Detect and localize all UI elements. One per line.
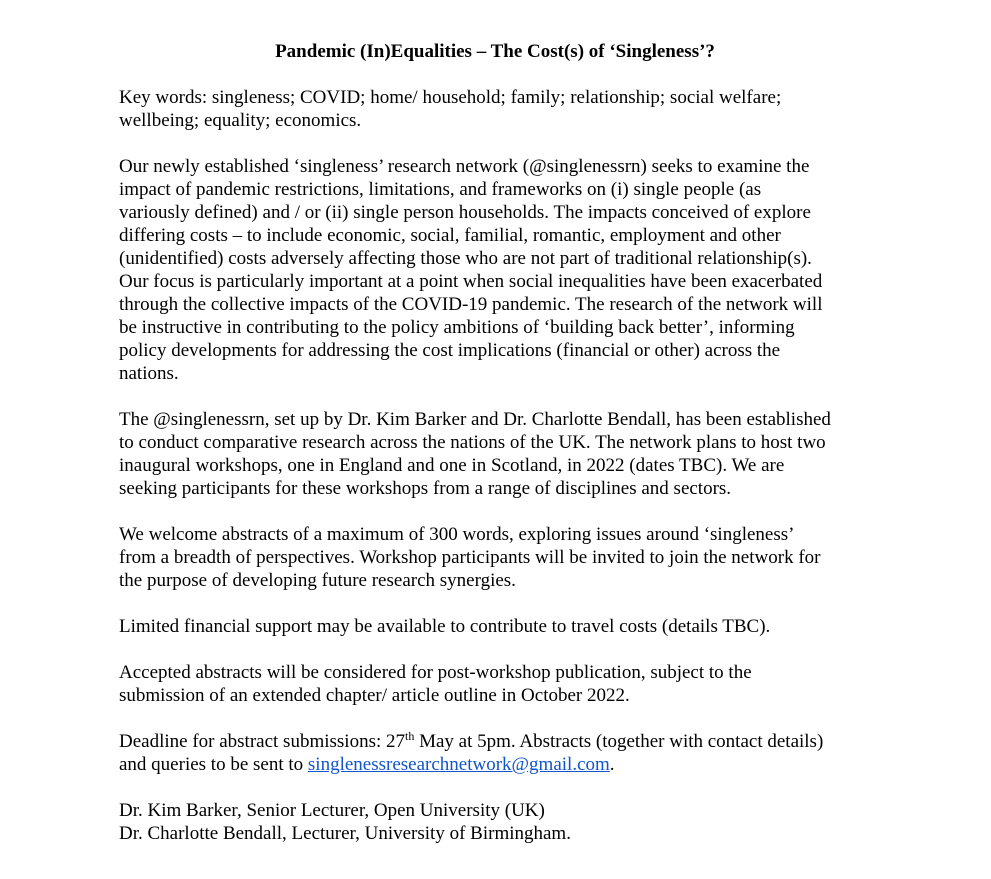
deadline-text: Deadline for abstract submissions: 27 bbox=[119, 731, 406, 752]
publication-line: submission of an extended chapter/ article outline in October 2022. bbox=[119, 685, 630, 706]
network-line: inaugural workshops, one in England and one in Scotland, in 2022 (dates TBC). We are bbox=[119, 455, 785, 476]
financial-support-paragraph bbox=[119, 615, 879, 638]
intro-line: impact of pandemic restrictions, limitations, and frameworks on (i) single people (as bbox=[119, 179, 762, 200]
email-link[interactable]: singlenessresearchnetwork@gmail.com bbox=[307, 754, 610, 775]
signature-block bbox=[119, 799, 879, 845]
intro-line: differing costs – to include economic, social, familial, romantic, employment and other bbox=[119, 225, 781, 246]
abstracts-line: the purpose of developing future research synergies. bbox=[119, 570, 516, 591]
keywords-paragraph bbox=[119, 86, 879, 132]
deadline-text-continued: May at 5pm. Abstracts (together with contact details) bbox=[414, 731, 824, 752]
intro-line: policy developments for addressing the cost implications (financial or other) across the bbox=[119, 340, 781, 361]
publication-line: Accepted abstracts will be considered for post-workshop publication, subject to the bbox=[119, 662, 752, 683]
financial-support-line: Limited financial support may be available to contribute to travel costs (details TBC). bbox=[119, 616, 771, 637]
publication-paragraph bbox=[119, 661, 879, 707]
network-paragraph bbox=[119, 408, 879, 500]
intro-line: be instructive in contributing to the policy ambitions of ‘building back better’, informing bbox=[119, 317, 795, 338]
document-page bbox=[119, 40, 879, 868]
intro-line: through the collective impacts of the COVID-19 pandemic. The research of the network will bbox=[119, 294, 823, 315]
deadline-line bbox=[119, 730, 879, 753]
abstracts-line: We welcome abstracts of a maximum of 300 words, exploring issues around ‘singleness’ bbox=[119, 524, 795, 545]
keywords-line: wellbeing; equality; economics. bbox=[119, 110, 362, 131]
document-title: Pandemic (In)Equalities – The Cost(s) of ‘Singleness’? bbox=[275, 41, 715, 62]
abstracts-line: from a breadth of perspectives. Workshop participants will be invited to join the network for bbox=[119, 547, 821, 568]
abstracts-paragraph bbox=[119, 523, 879, 592]
intro-line: nations. bbox=[119, 363, 179, 384]
date-ordinal-suffix: th bbox=[405, 729, 415, 743]
queries-text-end: . bbox=[609, 754, 615, 775]
intro-line: Our newly established ‘singleness’ research network (@singlenessrn) seeks to examine the bbox=[119, 156, 810, 177]
deadline-line bbox=[119, 753, 879, 776]
deadline-paragraph bbox=[119, 730, 879, 776]
queries-text: and queries to be sent to bbox=[119, 754, 308, 775]
intro-line: (unidentified) costs adversely affecting those who are not part of traditional relationship(s). bbox=[119, 248, 812, 269]
signature-line: Dr. Kim Barker, Senior Lecturer, Open University (UK) bbox=[119, 800, 545, 821]
intro-line: variously defined) and / or (ii) single person households. The impacts conceived of explore bbox=[119, 202, 811, 223]
signature-line: Dr. Charlotte Bendall, Lecturer, University of Birmingham. bbox=[119, 823, 571, 844]
network-line: seeking participants for these workshops from a range of disciplines and sectors. bbox=[119, 478, 732, 499]
network-line: The @singlenessrn, set up by Dr. Kim Barker and Dr. Charlotte Bendall, has been established bbox=[119, 409, 831, 430]
keywords-line: Key words: singleness; COVID; home/ household; family; relationship; social welfare; bbox=[119, 87, 782, 108]
intro-paragraph bbox=[119, 155, 879, 385]
network-line: to conduct comparative research across the nations of the UK. The network plans to host two bbox=[119, 432, 826, 453]
intro-line: Our focus is particularly important at a point when social inequalities have been exacerbated bbox=[119, 271, 823, 292]
